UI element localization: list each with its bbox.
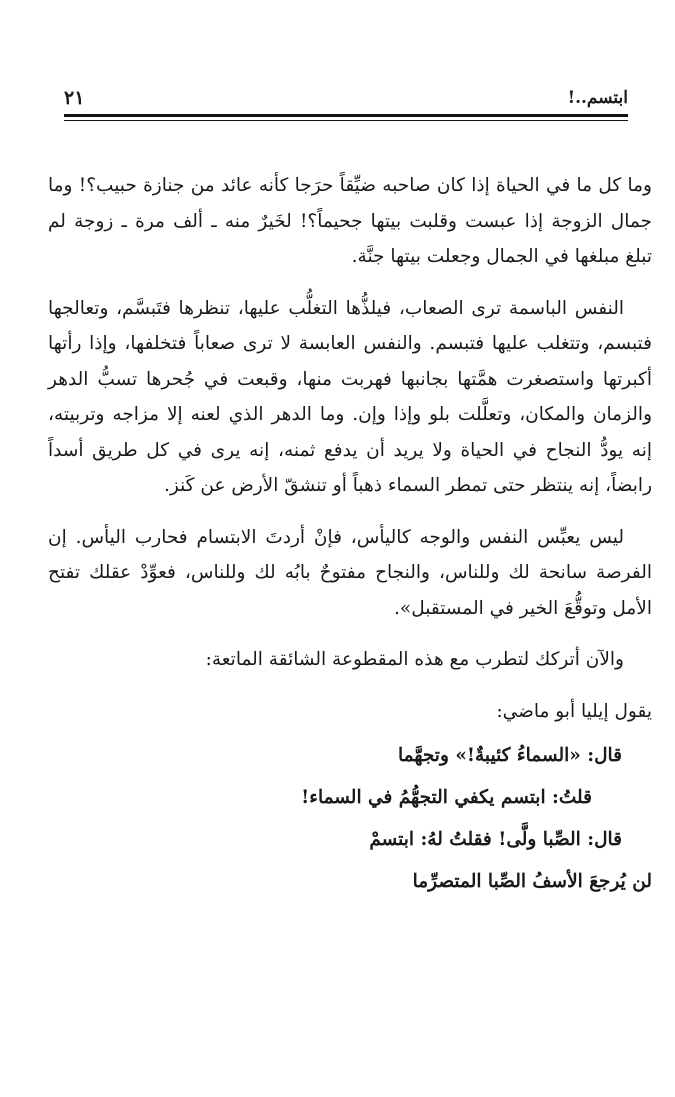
verse-line: قلتُ: ابتسم يكفي التجهُّمُ في السماء! <box>301 787 592 808</box>
verse-line: قال: الصِّبا ولَّى! فقلتُ لهُ: ابتسمْ <box>369 829 622 850</box>
header-rule-thick <box>64 114 628 117</box>
page-number: ٢١ <box>64 87 85 109</box>
paragraph-poet-attribution: يقول إيليا أبو ماضي: <box>496 700 652 722</box>
paragraph-despair: ليس يعبِّس النفس والوجه كاليأس، فإنْ أردتَ الابتسام فحارب اليأس. إن الفرصة سانحة لك وللناس، والنجاح مفتوحٌ بابُه لك وللناس، فعوِّدْ عقلك تفتح الأمل وتوقُّعَ الخير في المستقبل». <box>48 526 652 619</box>
body-text <box>48 168 652 903</box>
paragraph-introduction: والآن أتركك لتطرب مع هذه المقطوعة الشائقة الماتعة: <box>205 649 624 670</box>
poem <box>48 735 652 903</box>
running-title: ابتسم..! <box>567 88 628 108</box>
header-rule-thin <box>64 120 628 121</box>
paragraph-smiling-soul: النفس الباسمة ترى الصعاب، فيلذُّها التغلُّب عليها، تنظرها فتَبسَّم، وتعالجها فتبسم، وتتغلب عليها فتبسم. والنفس العابسة لا ترى صعاباً فتخلفها، وإذا رأتها أكبرتها واستصغرت همَّتها بجانبها فهربت منها، وقبعت في جُحرها تسبُّ الدهر والزمان والمكان، وتعلَّلت بلو وإذا وإن. وما الدهر الذي لعنه إلا مزاجه وتربيته، إنه يودُّ النجاح في الحياة ولا يريد أن يدفع ثمنه، إنه يرى في كل طريق أسداً رابضاً، إنه ينتظر حتى تمطر السماء ذهباً أو تنشقّ الأرض عن كَنز. <box>48 297 652 496</box>
running-header <box>64 86 628 112</box>
verse-line: قال: «السماءُ كئيبةٌ!» وتجهَّما <box>398 745 622 766</box>
paragraph-funeral: وما كل ما في الحياة إذا كان صاحبه ضيِّقاً حرَجا كأنه عائد من جنازة حبيب؟! وما جمال الزوجة إذا عبست وقلبت بيتها جحيماً؟! لخَيرٌ منه ـ ألف مرة ـ زوجة لم تبلغ مبلغها في الجمال وجعلت بيتها جنَّة. <box>48 175 652 267</box>
verse-line: لن يُرجعَ الأسفُ الصِّبا المتصرِّما <box>412 871 652 892</box>
